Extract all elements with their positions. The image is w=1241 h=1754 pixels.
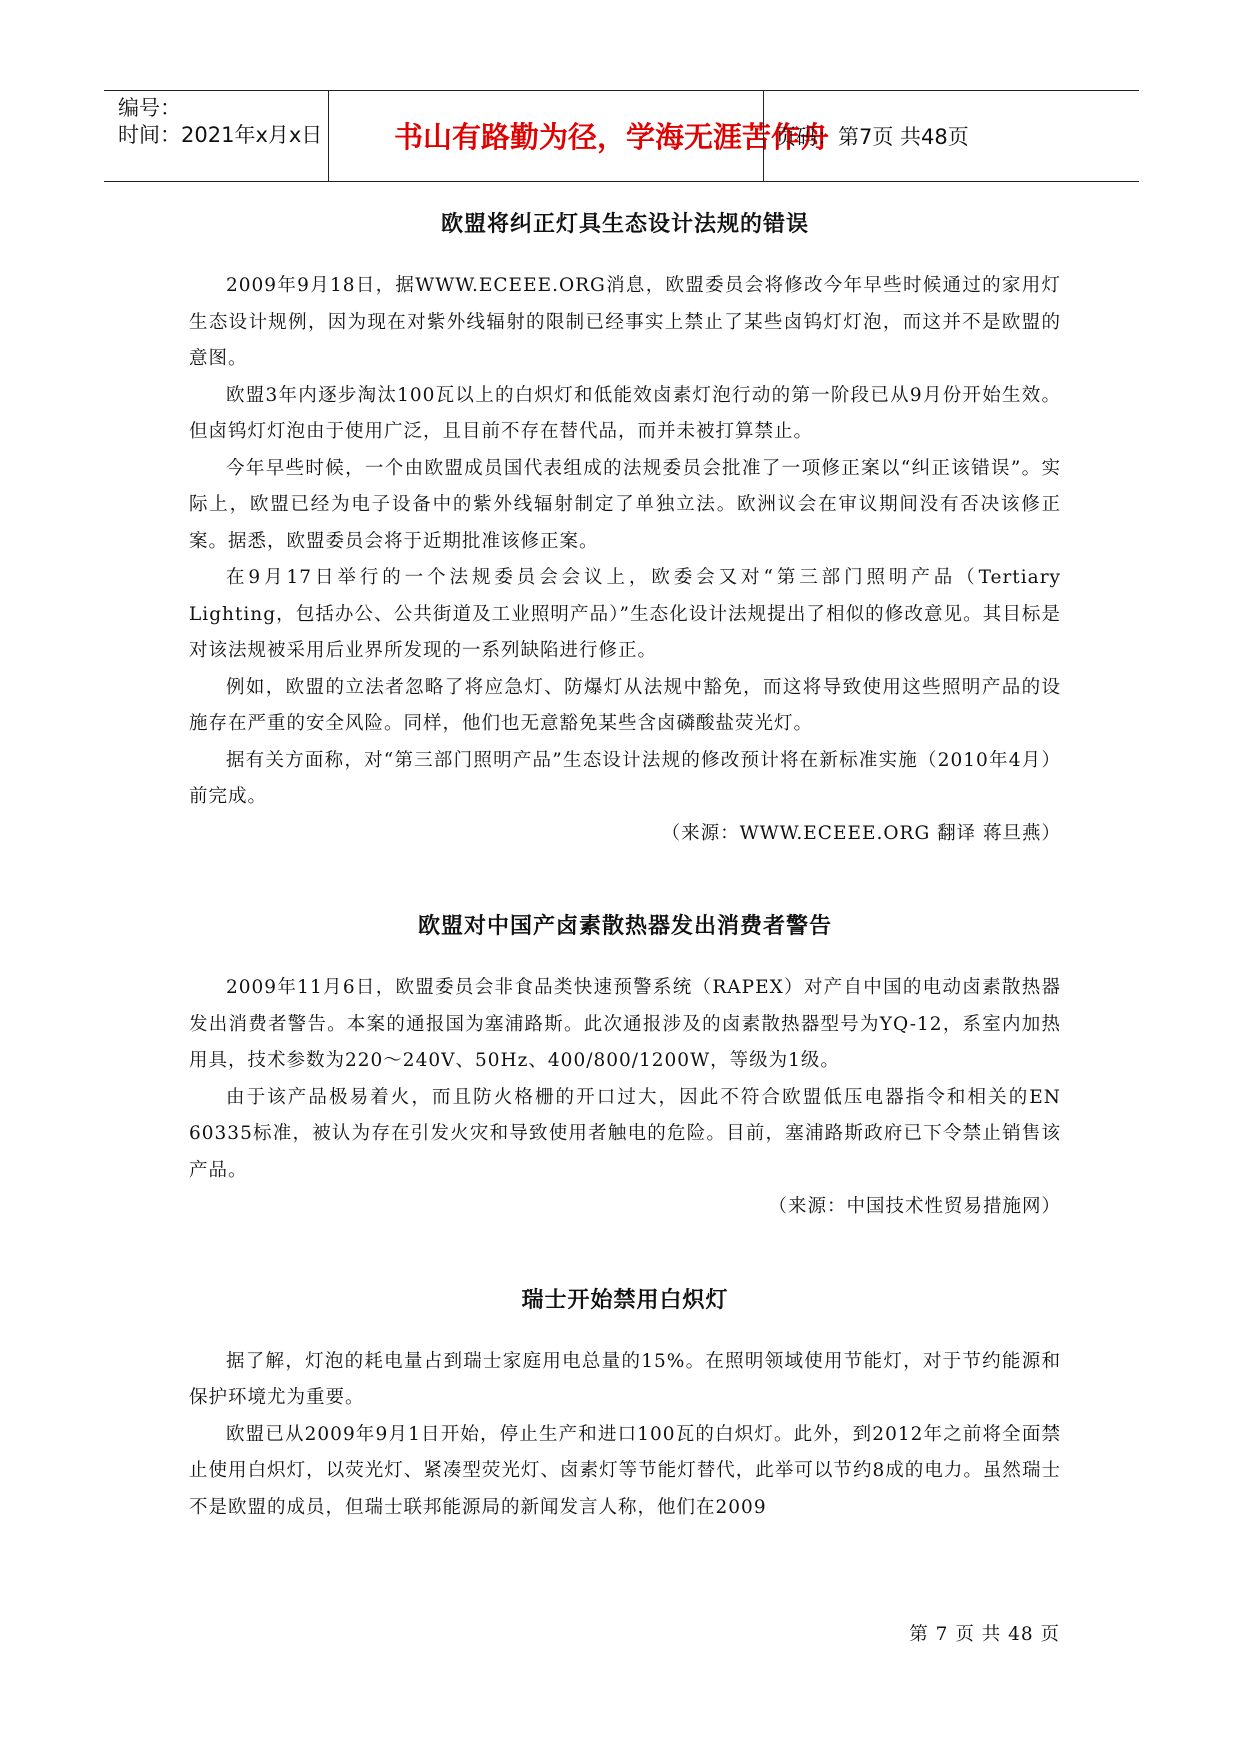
- article-source: （来源：WWW.ECEEE.ORG 翻译 蒋旦燕）: [661, 822, 1061, 844]
- article-paragraph: 欧盟3年内逐步淘汰100瓦以上的白炽灯和低能效卤素灯泡行动的第一阶段已从9月份开始生效。但卤钨灯灯泡由于使用广泛，且目前不存在替代品，而并未被打算禁止。: [189, 384, 1061, 442]
- article-title: 欧盟将纠正灯具生态设计法规的错误: [440, 212, 809, 237]
- article-paragraph: 2009年9月18日，据WWW.ECEEE.ORG消息，欧盟委员会将修改今年早些时候通过的家用灯生态设计规例，因为现在对紫外线辐射的限制已经事实上禁止了某些卤钨灯灯泡，而这并不是欧盟的意图。: [189, 275, 1061, 369]
- document-header: [104, 90, 1139, 182]
- header-page-label: 页码：第7页 共48页: [775, 125, 969, 149]
- article-paragraph: 今年早些时候，一个由欧盟成员国代表组成的法规委员会批准了一项修正案以“纠正该错误”。实际上，欧盟已经为电子设备中的紫外线辐射制定了单独立法。欧洲议会在审议期间没有否决该修正案。据悉，欧盟委员会将于近期批准该修正案。: [189, 457, 1061, 552]
- article-paragraph: 据有关方面称，对“第三部门照明产品”生态设计法规的修改预计将在新标准实施（2010年4月）前完成。: [189, 749, 1061, 807]
- article-title: 欧盟对中国产卤素散热器发出消费者警告: [417, 914, 832, 939]
- article: [189, 1286, 1061, 1527]
- document-time-label: 时间：2021年x月x日: [118, 123, 323, 147]
- article-paragraph: 据了解，灯泡的耗电量占到瑞士家庭用电总量的15%。在照明领域使用节能灯，对于节约能源和保护环境尤为重要。: [189, 1350, 1061, 1408]
- header-motto: 书山有路勤为径，学海无涯苦作舟: [393, 120, 829, 154]
- document-body: [189, 210, 1061, 1526]
- page-footer: 第 7 页 共 48 页: [909, 1624, 1060, 1645]
- article: [189, 210, 1061, 852]
- article-paragraph: 欧盟已从2009年9月1日开始，停止生产和进口100瓦的白炽灯。此外，到2012年之前将全面禁止使用白炽灯，以荧光灯、紧凑型荧光灯、卤素灯等节能灯替代，此举可以节约8成的电力。虽然瑞士不是欧盟的成员，但瑞士联邦能源局的新闻发言人称，他们在2009: [189, 1423, 1061, 1518]
- header-divider: [328, 91, 329, 181]
- article-paragraph: 在9月17日举行的一个法规委员会会议上，欧委会又对“第三部门照明产品（Tertiary Lighting，包括办公、公共街道及工业照明产品）”生态化设计法规提出了相似的修改意见。其目标是对该法规被采用后业界所发现的一系列缺陷进行修正。: [189, 567, 1061, 661]
- article: [189, 912, 1061, 1226]
- article-source: （来源：中国技术性贸易措施网）: [768, 1196, 1061, 1217]
- article-paragraph: 2009年11月6日，欧盟委员会非食品类快速预警系统（RAPEX）对产自中国的电动卤素散热器发出消费者警告。本案的通报国为塞浦路斯。此次通报涉及的卤素散热器型号为YQ-12，系室内加热用具，技术参数为220～240V、50Hz、400/800/1200W，等级为1级。: [189, 977, 1061, 1071]
- article-title: 瑞士开始禁用白炽灯: [521, 1287, 729, 1313]
- header-meta: [118, 95, 322, 149]
- article-paragraph: 由于该产品极易着火，而且防火格栅的开口过大，因此不符合欧盟低压电器指令和相关的EN 60335标准，被认为存在引发火灾和导致使用者触电的危险。目前，塞浦路斯政府已下令禁止销售该产品。: [189, 1086, 1061, 1181]
- article-paragraph: 例如，欧盟的立法者忽略了将应急灯、防爆灯从法规中豁免，而这将导致使用这些照明产品的设施存在严重的安全风险。同样，他们也无意豁免某些含卤磷酸盐荧光灯。: [189, 676, 1061, 734]
- document-number-label: 编号：: [118, 96, 181, 120]
